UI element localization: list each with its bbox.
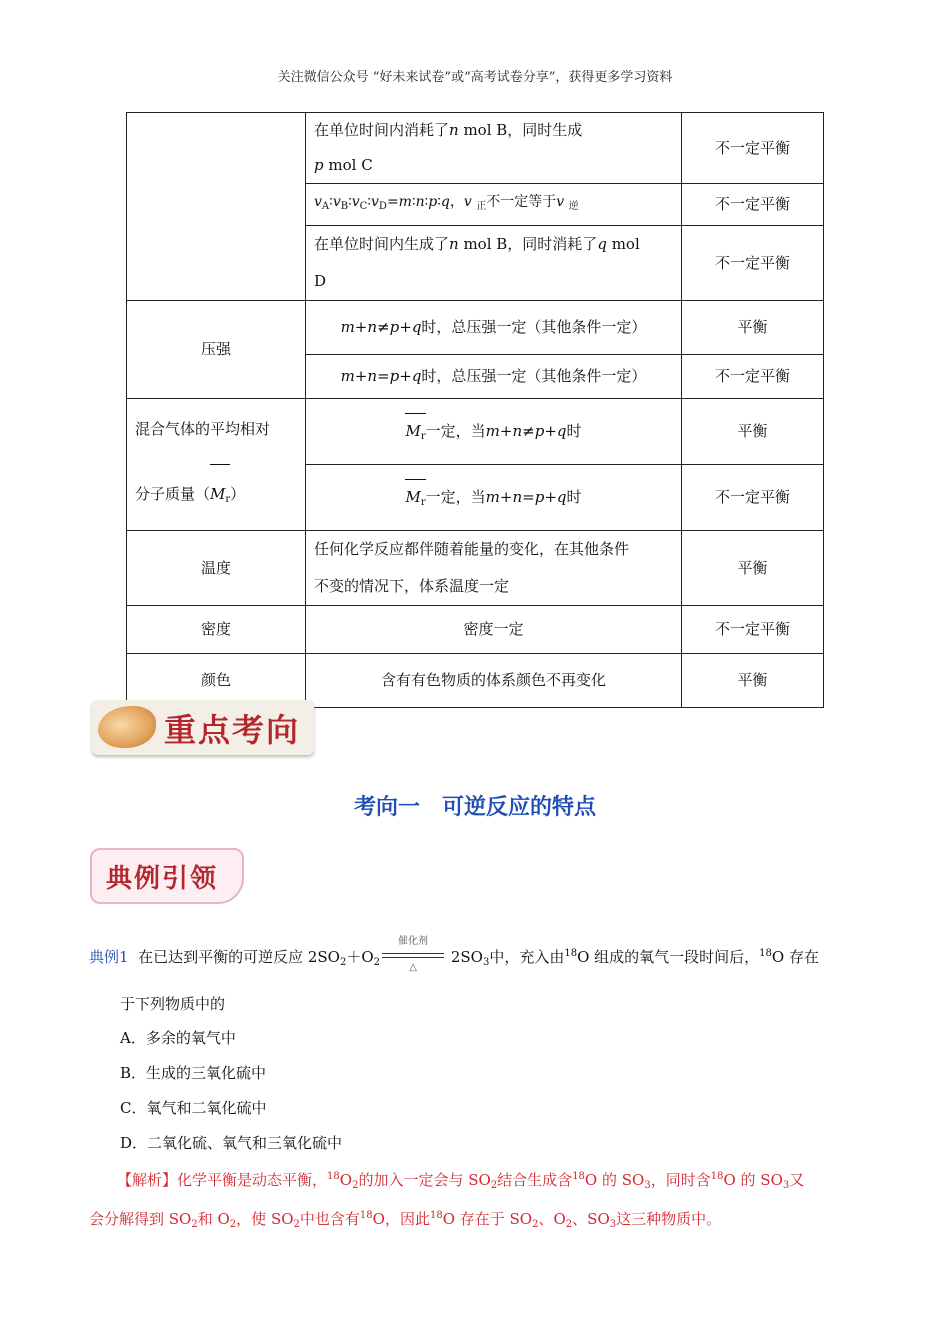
key-topic-banner xyxy=(92,700,314,755)
result-cell: 不一定平衡 xyxy=(682,226,824,301)
result-cell: 平衡 xyxy=(682,301,824,355)
question-stem-cont: 于下列物质中的 xyxy=(120,995,226,1013)
result-cell: 不一定平衡 xyxy=(682,465,824,531)
table-cell: m+n=p+q时，总压强一定（其他条件一定） xyxy=(306,355,682,399)
result-cell: 不一定平衡 xyxy=(682,113,824,184)
table-cell: m+n≠p+q时，总压强一定（其他条件一定） xyxy=(306,301,682,355)
result-cell: 平衡 xyxy=(682,531,824,606)
table-row xyxy=(127,301,824,355)
table-cell: 在单位时间内消耗了n mol B，同时生成 p mol C xyxy=(306,113,682,184)
table-cell: $M_r$一定，当m+n=p+q时 xyxy=(306,465,682,531)
banner-title: 重点考向 xyxy=(164,711,301,749)
example-badge xyxy=(90,848,244,904)
option-a: A．多余的氧气中 xyxy=(120,1029,236,1047)
table-cell: 含有有色物质的体系颜色不再变化 xyxy=(306,654,682,708)
table-cell: 密度一定 xyxy=(306,606,682,654)
reversible-arrow-icon: 催化剂 △ xyxy=(380,943,446,965)
option-c: C．氧气和二氧化硫中 xyxy=(120,1099,267,1117)
result-cell: 不一定平衡 xyxy=(682,184,824,226)
analysis-line-2: 会分解得到 $SO_2$和 $O_2$，使 $SO_2$中也含有$^{18}$O，因此$^{18}$O 存在于 $SO_2$、$O_2$、$SO_3$这三种物质中。 xyxy=(89,1210,722,1230)
analysis-line-1: 【解析】化学平衡是动态平衡，$^{18}O_2$的加入一定会与 $SO_2$结合生成含$^{18}$O 的 $SO_3$，同时含$^{18}$O 的 $SO_3$又 xyxy=(117,1171,805,1191)
row-group-label: 颜色 xyxy=(127,654,306,708)
table-row xyxy=(127,113,824,184)
table-cell: $M_r$一定，当m+n≠p+q时 xyxy=(306,399,682,465)
table-row xyxy=(127,399,824,465)
seashell-icon xyxy=(98,706,156,748)
question-stem: 典例1 在已达到平衡的可逆反应 $2SO_2+O_2$ 催化剂 △ $2SO_3$中，充入由$^{18}$O 组成的氧气一段时间后，$^{18}$O 存在 xyxy=(89,936,819,973)
table-cell: 任何化学反应都伴随着能量的变化，在其他条件 不变的情况下，体系温度一定 xyxy=(306,531,682,606)
equilibrium-criteria-table xyxy=(126,112,824,708)
table-cell: 在单位时间内生成了n mol B，同时消耗了q mol D xyxy=(306,226,682,301)
result-cell: 不一定平衡 xyxy=(682,355,824,399)
option-d: D．二氧化硫、氧气和三氧化硫中 xyxy=(120,1134,343,1152)
badge-title: 典例引领 xyxy=(106,864,219,894)
option-b: B．生成的三氧化硫中 xyxy=(120,1064,267,1082)
section-title: 考向一 可逆反应的特点 xyxy=(353,795,596,820)
result-cell: 平衡 xyxy=(682,654,824,708)
row-group-label: 温度 xyxy=(127,531,306,606)
row-group-label: 压强 xyxy=(127,301,306,399)
table-row xyxy=(127,531,824,606)
table-cell: $v_A∶v_B∶v_C∶v_D=m∶n∶p∶q$，v $_正$不一定等于v $_逆$ xyxy=(306,184,682,226)
page-header: 关注微信公众号 “好未来试卷”或“高考试卷分享”，获得更多学习资料 xyxy=(277,70,673,85)
table-row xyxy=(127,606,824,654)
row-group-label: 混合气体的平均相对 分子质量（ $M_r$） xyxy=(127,399,306,531)
row-group-label: 密度 xyxy=(127,606,306,654)
row-group-label xyxy=(127,113,306,301)
result-cell: 平衡 xyxy=(682,399,824,465)
result-cell: 不一定平衡 xyxy=(682,606,824,654)
